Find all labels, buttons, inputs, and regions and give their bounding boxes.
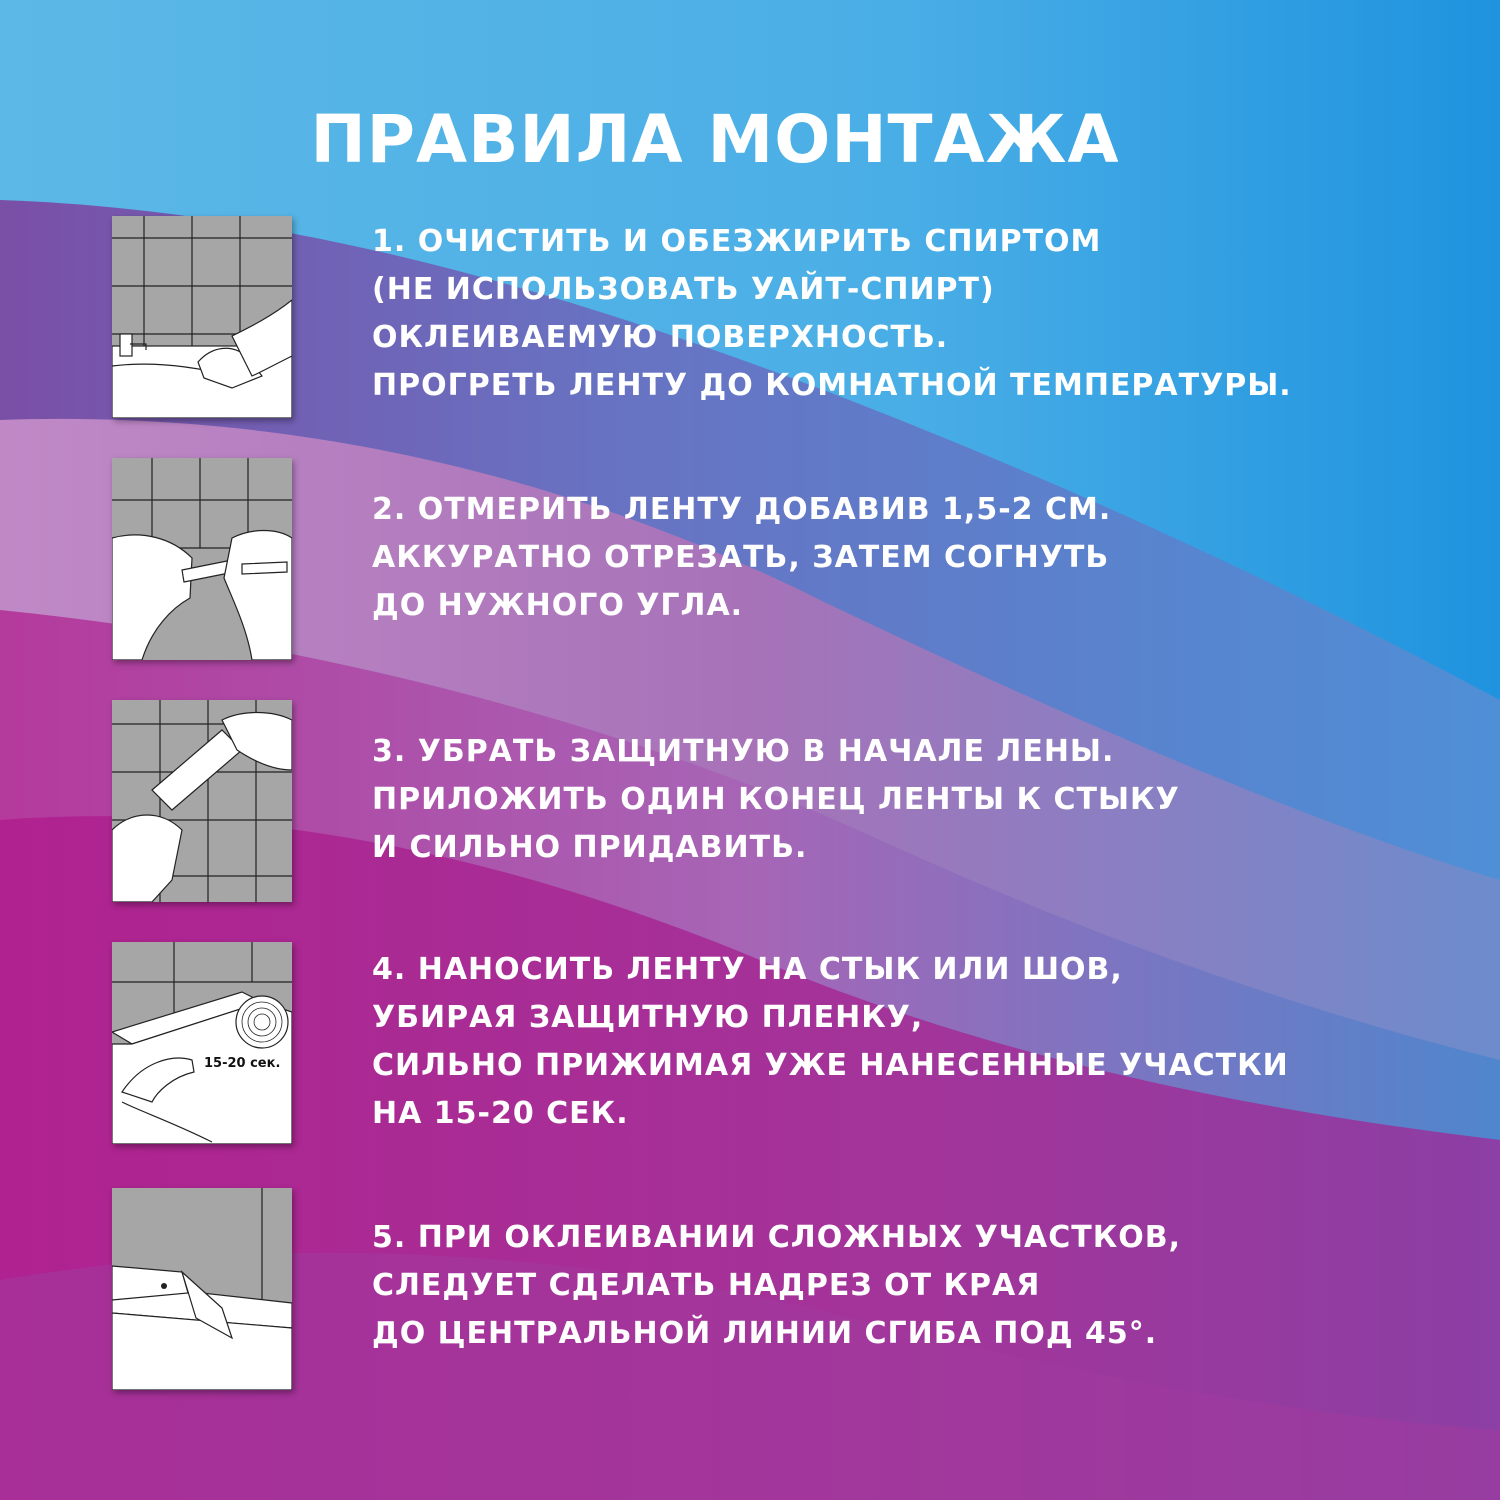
step-text-line: ДО НУЖНОГО УГЛА. bbox=[372, 588, 744, 623]
corner-cut-illustration bbox=[112, 1188, 292, 1390]
step-text-line: НА 15-20 СЕК. bbox=[372, 1096, 629, 1131]
step-text-line: СИЛЬНО ПРИЖИМАЯ УЖЕ НАНЕСЕННЫЕ УЧАСТКИ bbox=[372, 1048, 1289, 1083]
page-title: ПРАВИЛА МОНТАЖА bbox=[310, 101, 1120, 178]
step-text-line: УБИРАЯ ЗАЩИТНУЮ ПЛЕНКУ, bbox=[372, 1000, 924, 1035]
step-3-text bbox=[372, 728, 1412, 872]
cleaning-illustration bbox=[112, 216, 292, 418]
step-4-text bbox=[372, 946, 1412, 1138]
step-text-line: ПРОГРЕТЬ ЛЕНТУ ДО КОМНАТНОЙ ТЕМПЕРАТУРЫ. bbox=[372, 368, 1292, 403]
step-5-text bbox=[372, 1214, 1412, 1358]
step-text-line: АККУРАТНО ОТРЕЗАТЬ, ЗАТЕМ СОГНУТЬ bbox=[372, 540, 1110, 575]
apply-tape-illustration bbox=[112, 942, 292, 1144]
step-text-line: 2. ОТМЕРИТЬ ЛЕНТУ ДОБАВИВ 1,5-2 СМ. bbox=[372, 492, 1112, 527]
step-text-line: И СИЛЬНО ПРИДАВИТЬ. bbox=[372, 830, 808, 865]
step-text-line: 4. НАНОСИТЬ ЛЕНТУ НА СТЫК ИЛИ ШОВ, bbox=[372, 952, 1123, 987]
step-text-line: ДО ЦЕНТРАЛЬНОЙ ЛИНИИ СГИБА ПОД 45°. bbox=[372, 1316, 1158, 1351]
measure-cut-illustration bbox=[112, 458, 292, 660]
peel-press-illustration bbox=[112, 700, 292, 902]
step-text-line: 1. ОЧИСТИТЬ И ОБЕЗЖИРИТЬ СПИРТОМ bbox=[372, 224, 1102, 259]
duration-label: 15-20 сек. bbox=[204, 1056, 281, 1071]
step-text-line: 3. УБРАТЬ ЗАЩИТНУЮ В НАЧАЛЕ ЛЕНЫ. bbox=[372, 734, 1115, 769]
step-2-text bbox=[372, 486, 1412, 630]
step-text-line: ОКЛЕИВАЕМУЮ ПОВЕРХНОСТЬ. bbox=[372, 320, 949, 355]
step-text-line: ПРИЛОЖИТЬ ОДИН КОНЕЦ ЛЕНТЫ К СТЫКУ bbox=[372, 782, 1180, 817]
step-text-line: (НЕ ИСПОЛЬЗОВАТЬ УАЙТ-СПИРТ) bbox=[372, 272, 995, 307]
step-text-line: СЛЕДУЕТ СДЕЛАТЬ НАДРЕЗ ОТ КРАЯ bbox=[372, 1268, 1041, 1303]
step-1-text bbox=[372, 218, 1412, 410]
step-text-line: 5. ПРИ ОКЛЕИВАНИИ СЛОЖНЫХ УЧАСТКОВ, bbox=[372, 1220, 1182, 1255]
